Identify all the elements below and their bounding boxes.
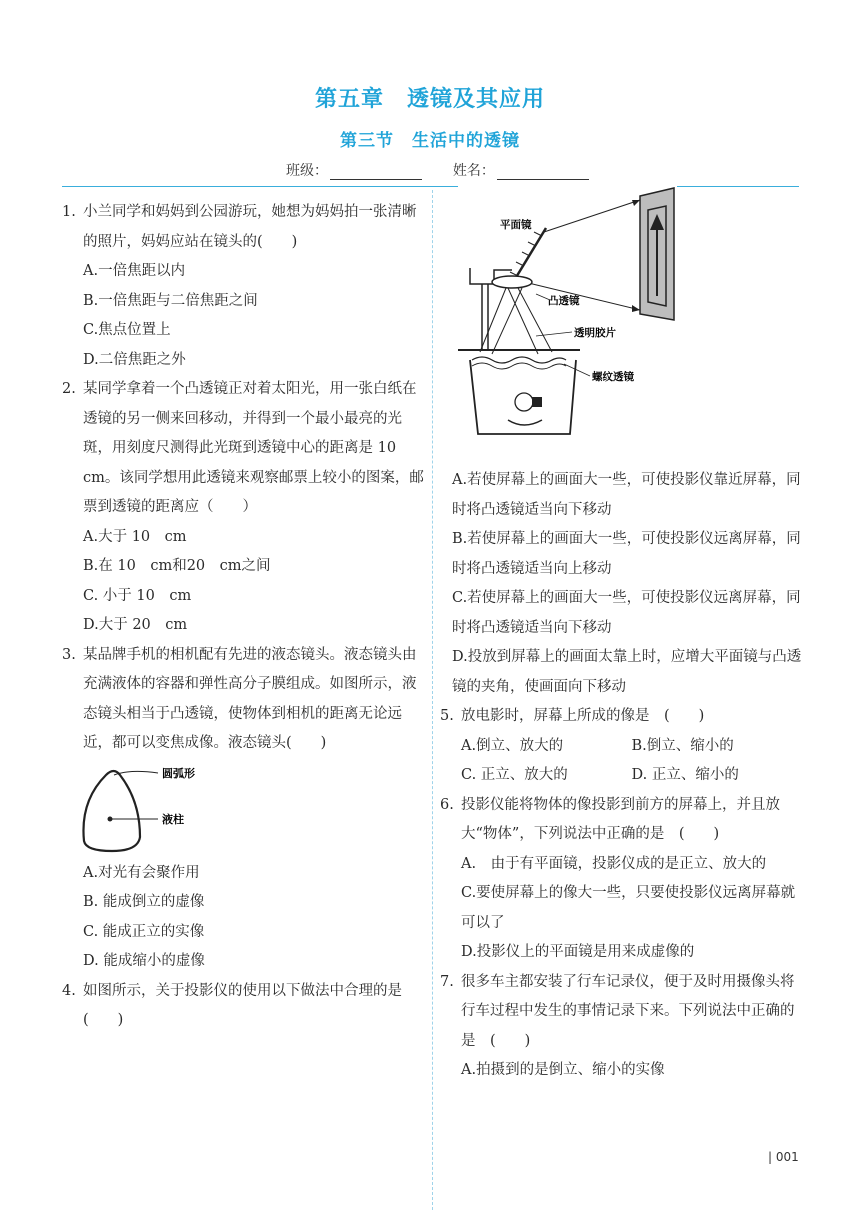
option-d[interactable]: D.大于 20 cm [83,617,188,633]
question-stem: 某同学拿着一个凸透镜正对着太阳光，用一张白纸在透镜的另一侧来回移动，并得到一个最小最亮的光斑，用刻度尺测得此光斑到透镜中心的距离是 10 cm。该同学想用此透镜来观察邮票上较小的图案，邮票到透镜的距离应（ ） [83,381,424,515]
liquid-lens-figure [78,761,218,859]
option-c[interactable]: C. 小于 10 cm [83,587,192,604]
question-stem: 如图所示，关于投影仪的使用以下做法中合理的是( ) [83,982,402,1028]
option-a[interactable]: A.对光有会聚作用 [83,864,200,881]
option-c[interactable]: C.要使屏幕上的像大一些，只要使投影仪远离屏幕就可以了 [461,885,796,931]
question-number: 2. [62,381,76,397]
option-c[interactable]: C. 正立、放大的 [461,767,568,783]
option-b[interactable]: B.在 10 cm和20 cm之间 [83,558,271,574]
option-a[interactable]: A.若使屏幕上的画面大一些，可使投影仪靠近屏幕，同时将凸透镜适当向下移动 [452,472,801,518]
left-column [62,198,424,1036]
question-number: 1. [62,204,76,220]
question-5 [440,702,802,791]
class-label: 班级： [286,163,328,179]
option-b[interactable]: B.倒立、缩小的 [631,737,734,754]
option-d[interactable]: D. 正立、缩小的 [631,767,739,783]
question-4-options [452,466,802,702]
question-number: 5. [440,708,454,724]
option-a[interactable]: A.一倍焦距以内 [83,263,186,279]
class-blank[interactable] [330,165,422,180]
question-number: 6. [440,796,454,813]
option-d[interactable]: D.投放到屏幕上的画面太靠上时，应增大平面镜与凸透镜的夹角，使画面向下移动 [452,649,802,695]
option-a[interactable]: A. 由于有平面镜，投影仪成的是正立、放大的 [461,855,767,872]
section-title: 第三节 生活中的透镜 [340,131,520,151]
question-stem: 很多车主都安装了行车记录仪，便于及时用摄像头将行车过程中发生的事情记录下来。下列说法中正确的是 ( ) [461,973,795,1049]
question-6 [440,791,802,968]
student-info [286,160,589,180]
option-b[interactable]: B. 能成倒立的虚像 [83,894,205,910]
name-blank[interactable] [497,165,589,180]
projector-figure [452,184,692,446]
question-2 [62,375,424,641]
option-c[interactable]: C. 能成正立的实像 [83,923,205,940]
option-b[interactable]: B.一倍焦距与二倍焦距之间 [83,292,258,309]
question-7 [440,968,802,1086]
question-stem: 某品牌手机的相机配有先进的液态镜头。液态镜头由充满液体的容器和弹性高分子膜组成。如图所示，液态镜头相当于凸透镜，使物体到相机的距离无论远近，都可以变焦成像。液态镜头( ) [83,646,417,751]
header-rule-right [677,186,799,187]
question-4 [62,977,424,1036]
question-number: 4. [62,982,76,999]
question-number: 7. [440,973,454,990]
question-1 [62,198,424,375]
chapter-title: 第五章 透镜及其应用 [314,87,545,112]
figure-label-liquid: 液柱 [162,812,184,826]
column-divider [432,190,433,1210]
option-a[interactable]: A.拍摄到的是倒立、缩小的实像 [461,1062,665,1078]
figure-label-arc: 圆弧形 [162,766,195,780]
header-rule-left [62,186,458,187]
figure-label-fresnel: 螺纹透镜 [592,371,634,383]
figure-label-mirror: 平面镜 [500,219,532,231]
option-a[interactable]: A.倒立、放大的 [461,737,564,754]
option-d[interactable]: D. 能成缩小的虚像 [83,953,205,969]
option-d[interactable]: D.投影仪上的平面镜是用来成虚像的 [461,944,695,960]
option-c[interactable]: C.焦点位置上 [83,322,171,338]
figure-label-film: 透明胶片 [574,327,616,339]
question-stem: 投影仪能将物体的像投影到前方的屏幕上，并且放大“物体”，下列说法中正确的是 ( ) [461,796,780,842]
option-c[interactable]: C.若使屏幕上的画面大一些，可使投影仪远离屏幕，同时将凸透镜适当向下移动 [452,590,801,636]
question-number: 3. [62,646,76,663]
option-a[interactable]: A.大于 10 cm [83,528,187,545]
right-column [440,466,802,1086]
question-3 [62,641,424,977]
name-label: 姓名： [452,163,495,179]
question-stem: 小兰同学和妈妈到公园游玩，她想为妈妈拍一张清晰的照片，妈妈应站在镜头的( ) [83,204,417,250]
figure-label-convex-lens: 凸透镜 [548,295,580,307]
option-b[interactable]: B.若使屏幕上的画面大一些，可使投影仪远离屏幕，同时将凸透镜适当向上移动 [452,531,801,577]
question-stem: 放电影时，屏幕上所成的像是 ( ) [461,708,705,724]
option-d[interactable]: D.二倍焦距之外 [83,351,186,368]
page-number: | 001 [768,1150,799,1164]
